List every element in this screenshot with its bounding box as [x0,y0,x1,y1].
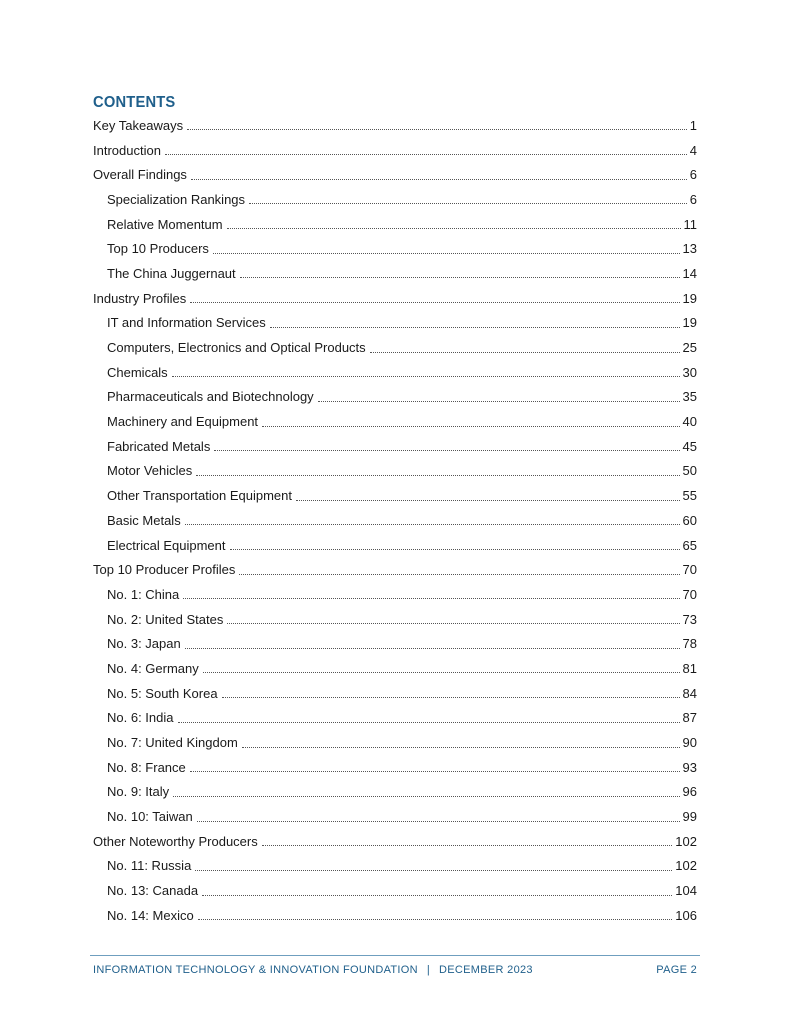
table-of-contents [93,113,697,928]
toc-entry-label: No. 10: Taiwan [107,809,193,825]
toc-dot-leader [296,487,680,501]
toc-dot-leader [187,116,687,130]
toc-entry-label: Machinery and Equipment [107,414,259,430]
toc-entry[interactable] [93,434,697,459]
toc-entry[interactable] [93,829,697,854]
toc-entry-label: No. 1: China [107,586,180,602]
toc-entry-page: 87 [682,710,697,726]
toc-entry-label: Overall Findings [93,167,187,183]
toc-entry-label: IT and Information Services [107,315,266,331]
toc-entry-page: 102 [675,858,697,874]
toc-entry-label: No. 6: India [107,710,174,726]
toc-dot-leader [222,684,680,698]
toc-entry-label: Basic Metals [107,512,181,528]
toc-entry-page: 55 [682,488,697,504]
toc-entry[interactable] [93,360,697,385]
toc-dot-leader [214,437,679,451]
toc-entry[interactable] [93,631,697,656]
toc-entry-label: Electrical Equipment [107,537,226,553]
toc-entry-label: No. 13: Canada [107,883,199,899]
toc-entry-label: The China Juggernaut [107,265,236,281]
toc-entry[interactable] [93,755,697,780]
toc-entry-page: 73 [682,611,697,627]
toc-entry-page: 93 [682,759,697,775]
toc-entry[interactable] [93,385,697,410]
toc-entry-page: 30 [682,364,697,380]
toc-entry[interactable] [93,335,697,360]
toc-entry[interactable] [93,409,697,434]
toc-entry-page: 70 [682,562,697,578]
toc-entry[interactable] [93,557,697,582]
toc-entry[interactable] [93,582,697,607]
toc-dot-leader [227,610,679,624]
toc-entry-page: 4 [689,142,697,158]
toc-entry-page: 90 [682,735,697,751]
toc-entry-page: 13 [682,241,697,257]
toc-entry[interactable] [93,187,697,212]
toc-dot-leader [203,659,680,673]
toc-entry-label: Specialization Rankings [107,191,246,207]
toc-dot-leader [178,709,680,723]
toc-entry-page: 96 [682,784,697,800]
toc-dot-leader [196,462,679,476]
toc-entry-page: 19 [682,290,697,306]
toc-entry[interactable] [93,903,697,928]
toc-entry[interactable] [93,459,697,484]
toc-entry[interactable] [93,236,697,261]
toc-entry-page: 40 [682,414,697,430]
toc-entry[interactable] [93,286,697,311]
toc-entry[interactable] [93,533,697,558]
toc-entry-label: No. 9: Italy [107,784,170,800]
toc-entry[interactable] [93,854,697,879]
toc-entry-label: No. 8: France [107,759,186,775]
toc-entry-label: Key Takeaways [93,117,184,133]
toc-entry-label: Pharmaceuticals and Biotechnology [107,389,314,405]
toc-entry-page: 35 [682,389,697,405]
footer-organization: INFORMATION TECHNOLOGY & INNOVATION FOUNDATION [93,964,418,976]
toc-entry-label: No. 2: United States [107,611,224,627]
toc-entry-page: 50 [682,463,697,479]
toc-dot-leader [183,585,679,599]
toc-entry-label: No. 5: South Korea [107,685,218,701]
toc-dot-leader [173,783,679,797]
toc-dot-leader [172,363,680,377]
toc-entry-page: 6 [689,167,697,183]
toc-dot-leader [318,388,680,402]
toc-entry-page: 99 [682,809,697,825]
toc-entry-label: Computers, Electronics and Optical Products [107,340,366,356]
toc-entry-page: 104 [675,883,697,899]
toc-entry-label: No. 3: Japan [107,636,181,652]
toc-entry[interactable] [93,681,697,706]
footer-date: DECEMBER 2023 [439,964,533,976]
toc-dot-leader [190,758,680,772]
toc-entry-page: 14 [682,265,697,281]
toc-entry-page: 102 [675,833,697,849]
toc-entry[interactable] [93,878,697,903]
toc-dot-leader [213,240,680,254]
toc-dot-leader [185,511,680,525]
footer-page-number: PAGE 2 [656,964,697,976]
toc-entry-label: Top 10 Producer Profiles [93,562,236,578]
toc-entry-page: 1 [689,117,697,133]
toc-entry[interactable] [93,261,697,286]
toc-entry-label: Top 10 Producers [107,241,209,257]
toc-dot-leader [227,215,681,229]
toc-entry[interactable] [93,508,697,533]
toc-dot-leader [242,734,680,748]
toc-dot-leader [195,857,672,871]
toc-entry-page: 78 [682,636,697,652]
toc-dot-leader [370,339,680,353]
toc-dot-leader [249,190,687,204]
toc-dot-leader [202,882,672,896]
toc-dot-leader [165,141,687,155]
toc-dot-leader [239,561,679,575]
toc-entry[interactable] [93,804,697,829]
toc-entry[interactable] [93,162,697,187]
toc-entry-label: No. 14: Mexico [107,907,194,923]
toc-entry[interactable] [93,730,697,755]
toc-entry-label: Introduction [93,142,161,158]
toc-entry-page: 81 [682,660,697,676]
toc-entry-label: Chemicals [107,364,168,380]
toc-dot-leader [185,635,680,649]
toc-entry-label: Industry Profiles [93,290,187,306]
toc-entry-page: 60 [682,512,697,528]
page-title: CONTENTS [93,94,176,111]
toc-dot-leader [262,413,680,427]
toc-entry-page: 45 [682,438,697,454]
toc-entry[interactable] [93,138,697,163]
toc-entry[interactable] [93,483,697,508]
toc-entry[interactable] [93,113,697,138]
toc-entry-label: No. 7: United Kingdom [107,735,238,751]
toc-entry-page: 65 [682,537,697,553]
toc-entry-page: 6 [689,191,697,207]
toc-entry[interactable] [93,212,697,237]
toc-dot-leader [197,808,680,822]
toc-entry-label: No. 4: Germany [107,660,199,676]
toc-entry-page: 11 [683,216,697,232]
toc-entry-label: Other Noteworthy Producers [93,833,258,849]
toc-entry-page: 19 [682,315,697,331]
toc-dot-leader [190,289,679,303]
toc-entry[interactable] [93,656,697,681]
toc-entry[interactable] [93,706,697,731]
toc-entry-label: Other Transportation Equipment [107,488,292,504]
toc-dot-leader [230,536,680,550]
toc-entry-label: No. 11: Russia [107,858,192,874]
toc-entry-page: 84 [682,685,697,701]
toc-entry-page: 25 [682,340,697,356]
toc-entry-page: 106 [675,907,697,923]
toc-dot-leader [198,906,673,920]
footer-separator: | [426,964,431,976]
footer-left [93,964,533,976]
toc-entry-page: 70 [682,586,697,602]
toc-entry-label: Fabricated Metals [107,438,211,454]
toc-entry-label: Motor Vehicles [107,463,193,479]
toc-entry[interactable] [93,311,697,336]
footer-divider [90,955,700,956]
toc-dot-leader [262,832,673,846]
toc-entry[interactable] [93,780,697,805]
toc-dot-leader [240,264,680,278]
toc-dot-leader [191,166,687,180]
toc-entry-label: Relative Momentum [107,216,223,232]
toc-entry[interactable] [93,607,697,632]
toc-dot-leader [270,314,680,328]
page-footer [93,964,697,976]
